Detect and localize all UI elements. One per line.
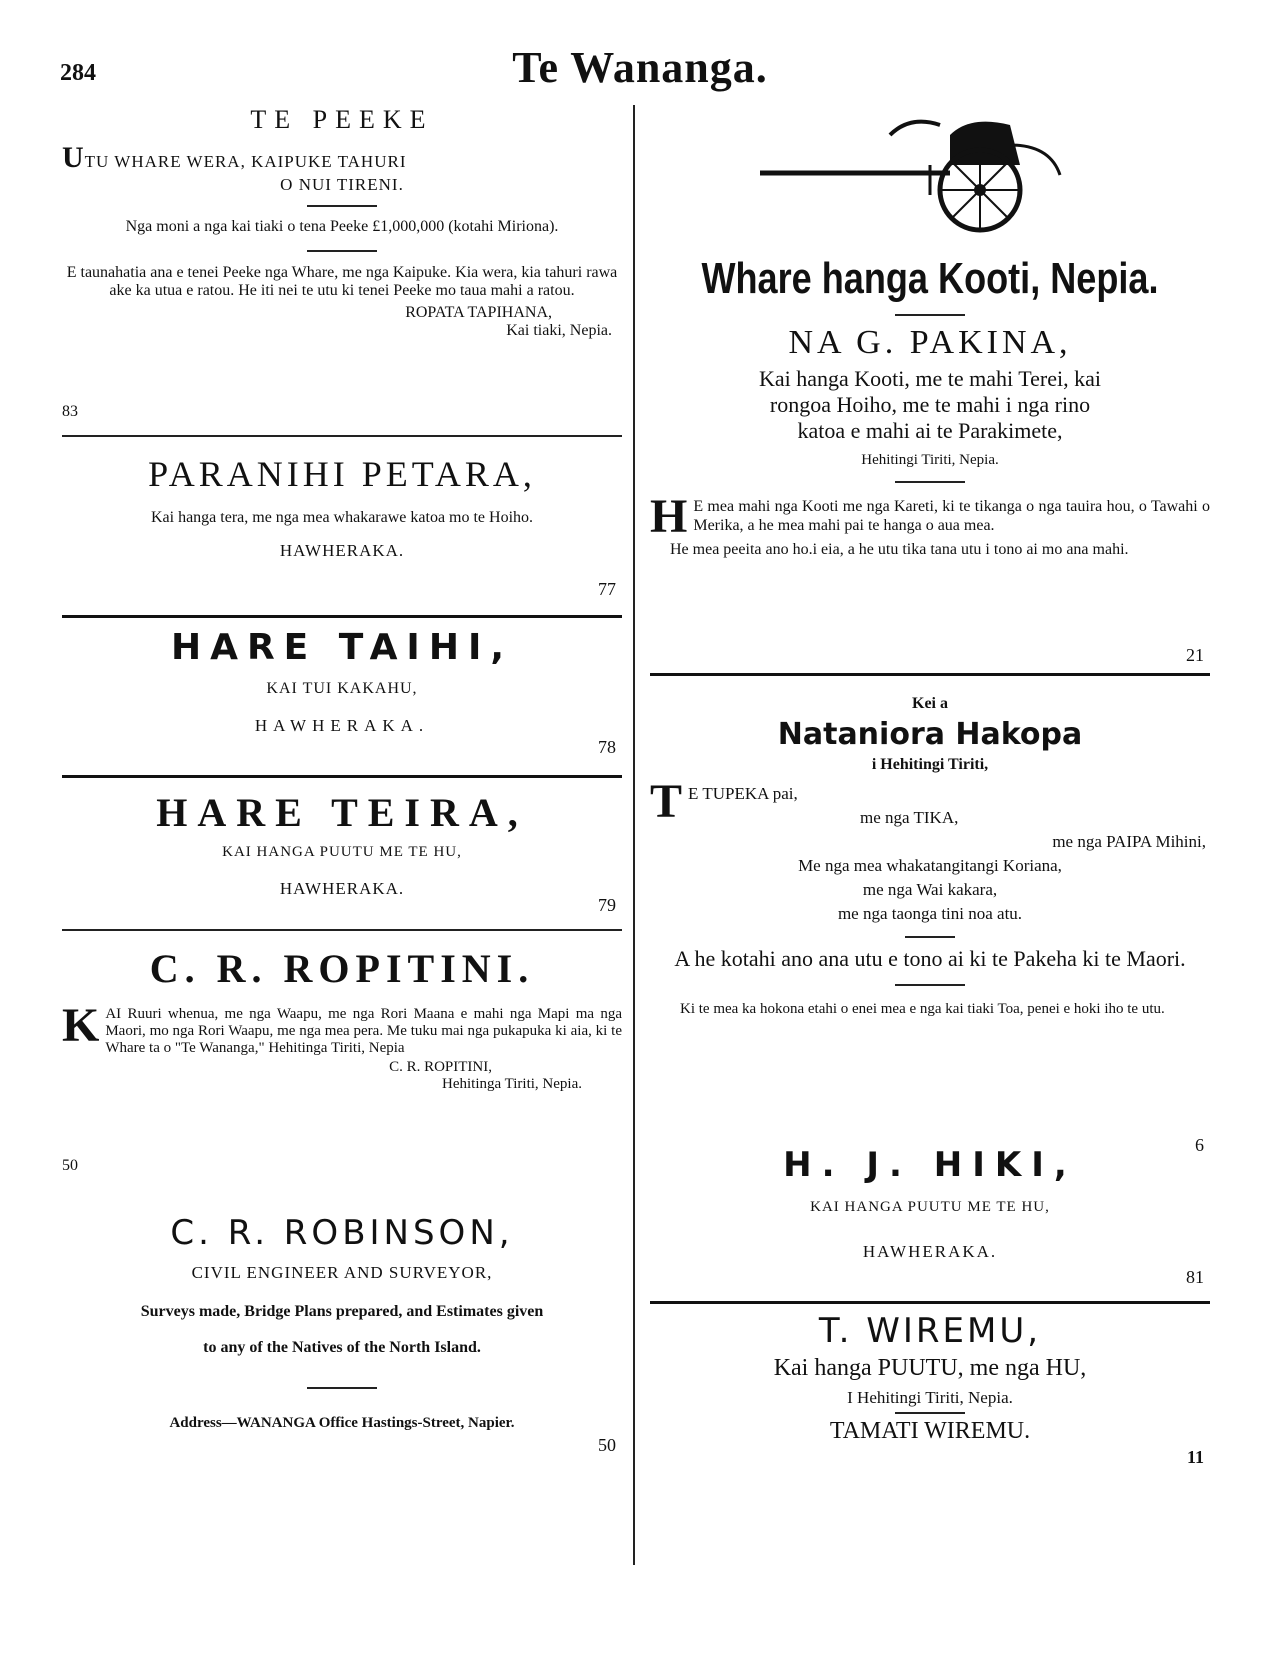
rule	[307, 205, 377, 207]
drop-cap: H	[650, 490, 688, 543]
carriage-icon	[760, 122, 1060, 230]
ad-subtitle-line1: TU WHARE WERA, KAIPUKE TAHURI	[84, 152, 407, 171]
ad-title: Whare hanga Kooti, Nepia.	[701, 254, 1159, 303]
rule	[895, 1412, 965, 1414]
ad-text-block	[650, 490, 1210, 543]
ad-wiremu	[650, 1311, 1210, 1467]
ad-text: Kai hanga tera, me nga mea whakarawe katoa mo te Hoiho.	[150, 509, 534, 526]
ad-title: PARANIHI PETARA,	[148, 454, 536, 494]
ad-signature: ROPATA TAPIHANA,	[405, 304, 552, 321]
ad-list-line: me nga PAIPA Mihini,	[1052, 832, 1206, 851]
ad-number: 11	[1186, 1447, 1204, 1467]
ad-text: Kai hanga PUUTU, me nga HU,	[773, 1355, 1087, 1381]
rule	[650, 673, 1210, 676]
ad-text: E taunahatia ana e tenei Peeke nga Whare, me nga Kaipuke. Kia wera, kia tahuri rawa ake ka utua e ratou. He iti nei te utu ki tenei Peeke mo taua mahi a ratou.	[66, 264, 618, 299]
ad-text: katoa e mahi ai te Parakimete,	[797, 418, 1063, 443]
ad-text: to any of the Natives of the North Island.	[203, 1339, 481, 1356]
rule	[307, 250, 377, 252]
ad-number: 77	[598, 579, 616, 599]
ad-place: HAWHERAKA.	[254, 716, 430, 735]
ad-hare-taihi	[62, 627, 622, 757]
ad-place: HAWHERAKA.	[862, 1242, 998, 1261]
ad-number: 78	[598, 737, 616, 757]
ad-list-line: me nga Wai kakara,	[862, 880, 998, 899]
ad-whare-hanga-kooti	[650, 105, 1210, 665]
rule	[62, 615, 622, 618]
ad-robinson	[62, 1213, 622, 1455]
ad-place: I Hehitingi Tiriti, Nepia.	[847, 1388, 1013, 1407]
rule	[62, 929, 622, 931]
column-divider	[633, 105, 635, 1565]
ad-subtitle: KAI HANGA PUUTU ME TE HU,	[810, 1199, 1050, 1215]
ad-address: Address—WANANGA Office Hastings-Street, Napier.	[169, 1415, 515, 1431]
ad-number: 83	[62, 403, 78, 420]
ad-place: Hehitingi Tiriti, Nepia.	[861, 452, 999, 468]
ad-signature-place: Hehitinga Tiriti, Nepia.	[442, 1076, 582, 1092]
ad-text-block	[62, 999, 622, 1057]
ad-text: AI Ruuri whenua, me nga Waapu, me nga Rori Maana e mahi nga Mapi ma nga Maori, mo nga Rori Waapu, me nga mea pera. Me tuku mai nga pukapuka ki aia, ki te Whare ta o "Te Wananga," Hehitinga Tiriti, Nepia	[105, 1006, 622, 1056]
ad-subtitle: KAI HANGA PUUTU ME TE HU,	[222, 844, 462, 860]
ad-text: rongoa Hoiho, me te mahi i nga rino	[769, 392, 1091, 417]
rule	[895, 314, 965, 316]
ad-paranihi-petara	[62, 453, 622, 599]
ad-nataniora-hakopa	[650, 695, 1210, 1155]
ad-list	[650, 775, 1210, 926]
ad-list-text: E TUPEKA pai,	[688, 784, 798, 803]
ad-text: Ki te mea ka hokona etahi o enei mea e nga kai tiaki Toa, penei e hoki iho te utu.	[680, 1001, 1165, 1017]
ad-place: HAWHERAKA.	[279, 541, 405, 560]
ad-signature: C. R. ROPITINI,	[389, 1059, 492, 1075]
ad-title: HARE TAIHI,	[170, 627, 514, 668]
rule	[62, 435, 622, 437]
ad-title: HARE TEIRA,	[156, 790, 528, 835]
rule	[905, 936, 955, 938]
ad-signature: TAMATI WIREMU.	[829, 1418, 1031, 1444]
ad-list-line: Me nga mea whakatangitangi Koriana,	[798, 856, 1062, 875]
ad-text: E mea mahi nga Kooti me nga Kareti, ki te tikanga o nga tauira hou, o Tawahi o Merika, a he mea mahi pai te hanga o aua mea.	[693, 498, 1210, 534]
ad-hiki	[650, 1145, 1210, 1287]
ad-number: 6	[1195, 1135, 1204, 1155]
ad-text: Kai hanga Kooti, me te mahi Terei, kai	[759, 366, 1101, 391]
rule	[650, 1301, 1210, 1304]
ad-number: 79	[598, 895, 616, 915]
ad-subtitle	[62, 141, 622, 175]
ad-number: 21	[1186, 645, 1204, 665]
page-number: 284	[60, 60, 96, 86]
ad-text: He mea peeita ano ho.i eia, a he utu tika tana utu i tono ai mo ana mahi.	[670, 541, 1129, 558]
ad-subtitle: KAI TUI KAKAHU,	[266, 680, 418, 697]
carriage-illustration	[650, 105, 1210, 245]
drop-cap: K	[62, 999, 100, 1052]
ad-title: H. J. HIKI,	[783, 1145, 1077, 1185]
drop-cap: T	[650, 775, 683, 828]
ad-te-peeke	[62, 105, 622, 420]
ad-ropitini	[62, 945, 622, 1174]
ad-subtitle: CIVIL ENGINEER AND SURVEYOR,	[191, 1263, 493, 1282]
ad-title: TE PEEKE	[250, 105, 434, 134]
ad-list-line: me nga taonga tini noa atu.	[837, 904, 1023, 923]
ad-number: 50	[62, 1157, 78, 1174]
ad-signature-place: Kai tiaki, Nepia.	[506, 322, 612, 339]
ad-title: C. R. ROBINSON,	[170, 1213, 514, 1253]
ad-text: Nga moni a nga kai tiaki o tena Peeke £1,000,000 (kotahi Miriona).	[125, 218, 559, 235]
ad-kei: Kei a	[912, 695, 948, 712]
ad-hare-teira	[62, 789, 622, 915]
ad-place: HAWHERAKA.	[279, 879, 405, 898]
rule	[307, 1387, 377, 1389]
ad-subtitle-line2: O NUI TIRENI.	[280, 175, 404, 194]
ad-text: A he kotahi ano ana utu e tono ai ki te Pakeha ki te Maori.	[674, 946, 1186, 971]
page-title: Te Wananga.	[512, 43, 768, 92]
ad-name: NA G. PAKINA,	[788, 324, 1072, 361]
ad-list-line: me nga TIKA,	[860, 808, 959, 827]
ad-title: T. WIREMU,	[818, 1311, 1042, 1351]
ad-place: i Hehitingi Tiriti,	[871, 756, 989, 773]
ad-number: 50	[598, 1435, 616, 1455]
rule	[62, 775, 622, 778]
rule	[895, 481, 965, 483]
ad-name: Nataniora Hakopa	[777, 717, 1083, 752]
drop-cap: U	[62, 141, 85, 174]
ad-title: C. R. ROPITINI.	[149, 946, 535, 991]
ad-number: 81	[1186, 1267, 1204, 1287]
rule	[895, 984, 965, 986]
ad-text: Surveys made, Bridge Plans prepared, and Estimates given	[140, 1303, 544, 1320]
